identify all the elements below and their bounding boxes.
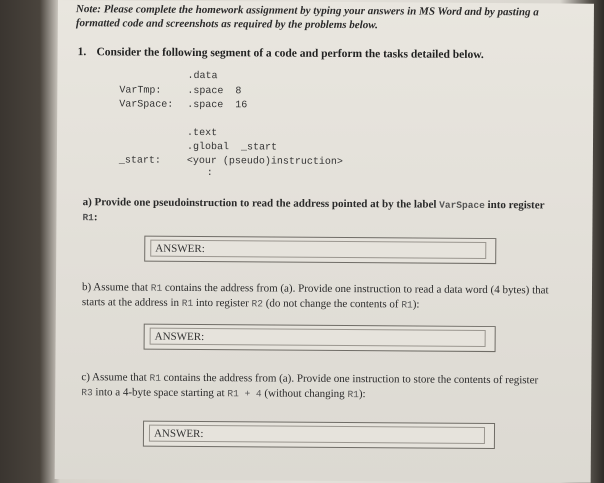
part-c-question — [81, 370, 551, 403]
part-c-text: Assume that — [92, 371, 150, 384]
part-b-answer-field[interactable]: ANSWER: — [150, 328, 486, 347]
part-b-label: b) — [81, 281, 92, 294]
question-1 — [78, 46, 484, 61]
part-c-code-r1: R1 — [347, 389, 359, 401]
question-1-number: 1. — [77, 46, 87, 59]
code-vartmp-value: .space 8 — [187, 85, 242, 98]
document-page — [55, 0, 594, 483]
code-varspace-value: .space 16 — [187, 99, 248, 112]
part-c-code-r1: R1 — [149, 372, 161, 384]
part-b-answer-box[interactable] — [144, 324, 496, 352]
question-1-text: Consider the following segment of a code and perform the tasks detailed below. — [96, 46, 484, 61]
part-b-text: into register — [193, 296, 252, 310]
code-instruction: <your (pseudo)instruction> — [186, 155, 343, 168]
part-c-text: ): — [358, 388, 366, 401]
part-a-text: Provide one pseudoinstruction to read the address pointed at by the label — [94, 196, 440, 211]
part-b-code-r1: R1 — [401, 299, 413, 311]
part-a-answer-field[interactable]: ANSWER: — [150, 240, 486, 259]
part-c-answer-box[interactable] — [143, 421, 495, 449]
part-b-code-r1: R1 — [181, 297, 194, 309]
part-c-answer-field[interactable]: ANSWER: — [149, 425, 485, 444]
code-text-directive: .text — [187, 127, 218, 140]
part-a-answer-box[interactable] — [144, 236, 496, 264]
part-c-code-r3: R3 — [81, 387, 93, 399]
note-text: Note: Please complete the homework assignment by typing your answers in MS Word and by pasting a formatted code and screenshots as required by the problems below. — [75, 3, 539, 32]
code-global-directive: .global _start — [186, 141, 278, 154]
part-a-text: : — [93, 211, 98, 224]
part-c-text: contains the address from (a). Provide one instruction to store the contents of register — [160, 371, 539, 387]
part-b-question — [82, 280, 552, 313]
part-c-code-r1-plus-4: R1 + 4 — [227, 388, 262, 400]
part-b-code-r2: R2 — [251, 298, 263, 310]
part-b-text: (do not change the contents of — [262, 297, 402, 311]
part-c-label: c) — [81, 371, 90, 384]
part-c-text: into a 4-byte space starting at — [92, 386, 228, 400]
part-a-code-varspace: VarSpace — [439, 199, 485, 211]
code-start-label: _start: — [118, 155, 161, 167]
code-ellipsis: : — [206, 168, 213, 180]
part-a-code-r1: R1 — [82, 212, 94, 224]
part-c-text: (without changing — [261, 387, 348, 401]
part-b-code-r1: R1 — [150, 282, 163, 294]
part-b-text: ): — [412, 298, 420, 311]
code-vartmp-label: VarTmp: — [119, 85, 162, 97]
code-varspace-label: VarSpace: — [119, 99, 174, 111]
part-b-text: contains the address from (a). Provide one instruction to read a data word (4 bytes) that starts at the address in — [81, 281, 549, 309]
code-data-directive: .data — [187, 70, 218, 83]
part-a-question — [82, 195, 552, 228]
part-a-text: into register — [484, 198, 545, 212]
part-b-text: Assume that — [93, 281, 151, 294]
part-a-label: a) — [82, 196, 92, 209]
